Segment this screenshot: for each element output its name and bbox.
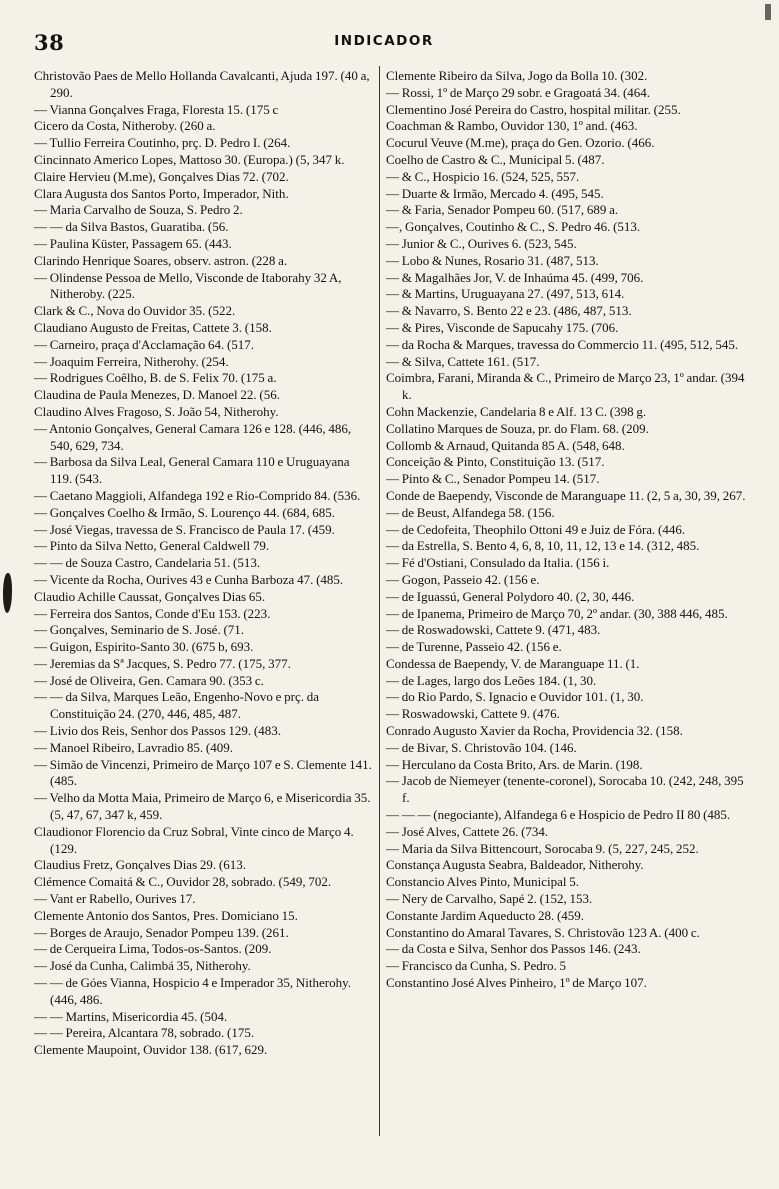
directory-entry: — Paulina Küster, Passagem 65. (443.: [34, 235, 232, 251]
directory-entry: — Vant er Rabello, Ourives 17.: [34, 891, 196, 907]
directory-entry: — Livio dos Reis, Senhor dos Passos 129. (483.: [34, 723, 281, 739]
directory-entry: Cicero da Costa, Nitheroby. (260 a.: [34, 118, 216, 134]
directory-entry: — Vianna Gonçalves Fraga, Floresta 15. (175 c: [34, 101, 279, 117]
directory-entry: — Guigon, Espirito-Santo 30. (675 b, 693.: [34, 639, 254, 655]
directory-entry: Claire Hervieu (M.me), Gonçalves Dias 72. (702.: [34, 168, 289, 184]
directory-entry: Claudio Achille Caussat, Gonçalves Dias 65.: [34, 588, 266, 604]
directory-entry: Clark & C., Nova do Ouvidor 35. (522.: [34, 303, 236, 319]
directory-entry: Clarindo Henrique Soares, observ. astron. (228 a.: [34, 252, 288, 268]
directory-entry: — Lobo & Nunes, Rosario 31. (487, 513.: [386, 252, 599, 268]
directory-entry: — Joaquim Ferreira, Nitherohy. (254.: [34, 353, 229, 369]
directory-entry: Coelho de Castro & C., Municipal 5. (487.: [386, 151, 605, 167]
directory-entry: — — de Souza Castro, Candelaria 51. (513.: [34, 555, 261, 571]
left-column: [34, 68, 374, 1059]
directory-entry: — da Estrella, S. Bento 4, 6, 8, 10, 11, 12, 13 e 14. (312, 485.: [386, 538, 700, 554]
directory-entry: — Velho da Motta Maia, Primeiro de Março 6, e Misericordia 35. (5, 47, 67, 347 k, 459.: [34, 790, 371, 823]
directory-entry: —, Gonçalves, Coutinho & C., S. Pedro 46. (513.: [386, 219, 641, 235]
directory-entry: — Duarte & Irmão, Mercado 4. (495, 545.: [386, 185, 604, 201]
directory-entry: — Carneiro, praça d'Acclamação 64. (517.: [34, 336, 255, 352]
directory-entry: — José de Oliveira, Gen. Camara 90. (353 c.: [34, 672, 264, 688]
directory-entry: — José Alves, Cattete 26. (734.: [386, 823, 549, 839]
directory-entry: Conrado Augusto Xavier da Rocha, Providencia 32. (158.: [386, 723, 683, 739]
directory-entry: Claudiano Augusto de Freitas, Cattete 3. (158.: [34, 319, 272, 335]
directory-entry: — — — (negociante), Alfandega 6 e Hospicio de Pedro II 80 (485.: [386, 807, 731, 823]
directory-entry: Constantino José Alves Pinheiro, 1º de Março 107.: [386, 975, 647, 991]
directory-entry: — de Bivar, S. Christovão 104. (146.: [386, 739, 577, 755]
directory-entry: — Tullio Ferreira Coutinho, prç. D. Pedro I. (264.: [34, 135, 291, 151]
directory-entry: — Roswadowski, Cattete 9. (476.: [386, 706, 560, 722]
directory-entry: — Barbosa da Silva Leal, General Camara 110 e Uruguayana 119. (543.: [34, 454, 350, 487]
directory-entry: — Herculano da Costa Brito, Ars. de Marin. (198.: [386, 756, 643, 772]
directory-entry: Constante Jardim Aqueducto 28. (459.: [386, 907, 585, 923]
directory-entry: Coachman & Rambo, Ouvidor 130, 1º and. (463.: [386, 118, 638, 134]
directory-entry: — de Roswadowski, Cattete 9. (471, 483.: [386, 622, 601, 638]
directory-entry: — Gonçalves, Seminario de S. José. (71.: [34, 622, 245, 638]
directory-entry: — de Turenne, Passeio 42. (156 e.: [386, 639, 562, 655]
directory-entry: — da Costa e Silva, Senhor dos Passos 146. (243.: [386, 941, 641, 957]
corner-mark: [765, 4, 771, 20]
page-number: 38: [34, 30, 65, 55]
right-column: [386, 68, 750, 992]
directory-entry: — — Pereira, Alcantara 78, sobrado. (175.: [34, 1025, 255, 1041]
directory-entry: — & Pires, Visconde de Sapucahy 175. (706.: [386, 319, 619, 335]
directory-entry: — Gonçalves Coelho & Irmão, S. Lourenço 44. (684, 685.: [34, 504, 335, 520]
directory-entry: — de Beust, Alfandega 58. (156.: [386, 504, 555, 520]
directory-entry: Condessa de Baependy, V. de Maranguape 11. (1.: [386, 655, 640, 671]
ink-blot: [3, 573, 12, 613]
directory-entry: Clementino José Pereira do Castro, hospital militar. (255.: [386, 101, 681, 117]
directory-entry: Claudionor Florencio da Cruz Sobral, Vinte cinco de Março 4. (129.: [34, 823, 354, 856]
directory-entry: — Pinto da Silva Netto, General Caldwell 79.: [34, 538, 270, 554]
directory-entry: Constancio Alves Pinto, Municipal 5.: [386, 874, 579, 890]
directory-entry: Clémence Comaitá & C., Ouvidor 28, sobrado. (549, 702.: [34, 874, 332, 890]
directory-entry: — Maria Carvalho de Souza, S. Pedro 2.: [34, 202, 243, 218]
directory-entry: — Jeremias da Sª Jacques, S. Pedro 77. (175, 377.: [34, 655, 291, 671]
directory-entry: — — da Silva, Marques Leão, Engenho-Novo e prç. da Constituição 24. (270, 446, 485, 487.: [34, 689, 320, 722]
directory-entry: — & Navarro, S. Bento 22 e 23. (486, 487, 513.: [386, 303, 632, 319]
directory-entry: Collatino Marques de Souza, pr. do Flam. 68. (209.: [386, 420, 649, 436]
directory-entry: Christovão Paes de Mello Hollanda Cavalcanti, Ajuda 197. (40 a, 290.: [34, 68, 370, 100]
directory-entry: — José da Cunha, Calimbá 35, Nitherohy.: [34, 958, 251, 974]
directory-entry: — Borges de Araujo, Senador Pompeu 139. (261.: [34, 924, 289, 940]
directory-entry: — Simão de Vincenzi, Primeiro de Março 107 e S. Clemente 141. (485.: [34, 756, 372, 789]
directory-entry: — & Silva, Cattete 161. (517.: [386, 353, 540, 369]
directory-entry: Collomb & Arnaud, Quitanda 85 A. (548, 648.: [386, 437, 625, 453]
column-divider: [379, 66, 380, 1136]
directory-entry: — & Martins, Uruguayana 27. (497, 513, 614.: [386, 286, 625, 302]
directory-entry: — Junior & C., Ourives 6. (523, 545.: [386, 235, 577, 251]
directory-entry: — Gogon, Passeio 42. (156 e.: [386, 571, 540, 587]
directory-entry: — Ferreira dos Santos, Conde d'Eu 153. (223.: [34, 605, 271, 621]
directory-entry: — Francisco da Cunha, S. Pedro. 5: [386, 958, 567, 974]
directory-entry: — & Magalhães Jor, V. de Inhaúma 45. (499, 706.: [386, 269, 644, 285]
directory-entry: — Vicente da Rocha, Ourives 43 e Cunha Barboza 47. (485.: [34, 571, 344, 587]
directory-entry: Constantino do Amaral Tavares, S. Christovão 123 A. (400 c.: [386, 924, 700, 940]
running-head: [34, 30, 734, 54]
directory-entry: Cohn Mackenzie, Candelaria 8 e Alf. 13 C. (398 g.: [386, 403, 647, 419]
directory-entry: Coimbra, Farani, Miranda & C., Primeiro de Março 23, 1º andar. (394 k.: [386, 370, 745, 403]
directory-entry: Conceição & Pinto, Constituição 13. (517.: [386, 454, 605, 470]
directory-entry: — da Rocha & Marques, travessa do Commercio 11. (495, 512, 545.: [386, 336, 739, 352]
directory-entry: Conde de Baependy, Visconde de Maranguape 11. (2, 5 a, 30, 39, 267.: [386, 487, 746, 503]
directory-entry: — Rodrigues Coêlho, B. de S. Felix 70. (175 a.: [34, 370, 277, 386]
directory-entry: — Manoel Ribeiro, Lavradio 85. (409.: [34, 739, 233, 755]
directory-entry: — Antonio Gonçalves, General Camara 126 e 128. (446, 486, 540, 629, 734.: [34, 420, 352, 453]
directory-entry: — Pinto & C., Senador Pompeu 14. (517.: [386, 471, 600, 487]
directory-entry: Claudius Fretz, Gonçalves Dias 29. (613.: [34, 857, 246, 873]
directory-entry: — Caetano Maggioli, Alfandega 192 e Rio-Comprido 84. (536.: [34, 487, 361, 503]
directory-entry: Claudino Alves Fragoso, S. João 54, Nitherohy.: [34, 403, 279, 419]
directory-entry: — de Iguassú, General Polydoro 40. (2, 30, 446.: [386, 588, 635, 604]
directory-entry: Claudina de Paula Menezes, D. Manoel 22. (56.: [34, 387, 280, 403]
directory-entry: — de Lages, largo dos Leões 184. (1, 30.: [386, 672, 597, 688]
directory-entry: — & C., Hospicio 16. (524, 525, 557.: [386, 168, 580, 184]
directory-entry: — José Viegas, travessa de S. Francisco de Paula 17. (459.: [34, 521, 335, 537]
directory-entry: Clemente Ribeiro da Silva, Jogo da Bolla 10. (302.: [386, 68, 648, 83]
directory-entry: — Fé d'Ostiani, Consulado da Italia. (156 i.: [386, 555, 610, 571]
running-title: INDICADOR: [334, 33, 434, 49]
directory-entry: Cincinnato Americo Lopes, Mattoso 30. (Europa.) (5, 347 k.: [34, 151, 345, 167]
directory-entry: — — Martins, Misericordia 45. (504.: [34, 1008, 228, 1024]
directory-entry: — Jacob de Niemeyer (tenente-coronel), Sorocaba 10. (242, 248, 395 f.: [386, 773, 744, 806]
directory-entry: — Nery de Carvalho, Sapé 2. (152, 153.: [386, 891, 593, 907]
directory-entry: Clemente Antonio dos Santos, Pres. Domiciano 15.: [34, 907, 298, 923]
directory-entry: — — da Silva Bastos, Guaratiba. (56.: [34, 219, 229, 235]
directory-entry: — Olindense Pessoa de Mello, Visconde de Itaborahy 32 A, Nitheroby. (225.: [34, 269, 342, 302]
directory-entry: Cocurul Veuve (M.me), praça do Gen. Ozorio. (466.: [386, 135, 655, 151]
directory-entry: — de Cerqueira Lima, Todos-os-Santos. (209.: [34, 941, 272, 957]
directory-entry: Clemente Maupoint, Ouvidor 138. (617, 629.: [34, 1042, 268, 1058]
directory-entry: — & Faria, Senador Pompeu 60. (517, 689 a.: [386, 202, 619, 218]
directory-entry: — do Rio Pardo, S. Ignacio e Ouvidor 101. (1, 30.: [386, 689, 644, 705]
directory-entry: — de Ipanema, Primeiro de Março 70, 2º andar. (30, 388 446, 485.: [386, 605, 728, 621]
directory-entry: — Maria da Silva Bittencourt, Sorocaba 9. (5, 227, 245, 252.: [386, 840, 699, 856]
directory-entry: Constança Augusta Seabra, Baldeador, Nitherohy.: [386, 857, 644, 873]
directory-entry: Clara Augusta dos Santos Porto, Imperador, Nith.: [34, 185, 289, 201]
directory-entry: — de Cedofeita, Theophilo Ottoni 49 e Juiz de Fóra. (446.: [386, 521, 686, 537]
directory-entry: — — de Góes Vianna, Hospicio 4 e Imperador 35, Nitherohy. (446, 486.: [34, 975, 351, 1007]
directory-entry: — Rossi, 1º de Março 29 sobr. e Gragoatá 34. (464.: [386, 84, 651, 100]
